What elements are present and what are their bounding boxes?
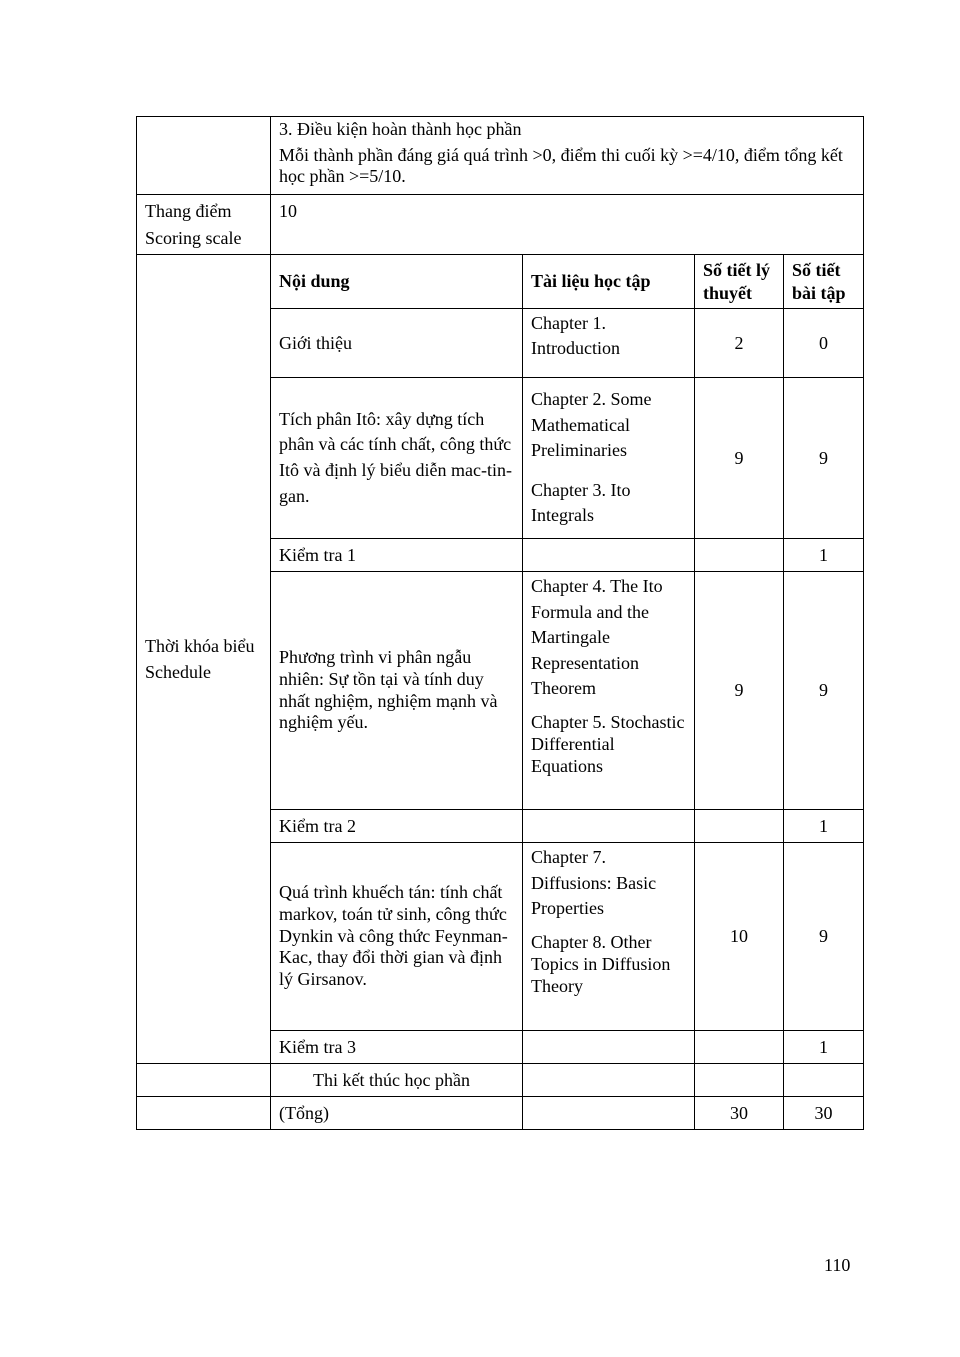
schedule-label-en: Schedule xyxy=(145,662,211,682)
total-label: (Tổng) xyxy=(271,1097,523,1130)
row-content: Tích phân Itô: xây dựng tích phân và các tính chất, công thức Itô và định lý biểu diễn mac-tin-gan. xyxy=(271,378,523,539)
row-theory xyxy=(695,1031,784,1064)
total-theory: 30 xyxy=(695,1097,784,1130)
row-exercise: 9 xyxy=(784,572,864,810)
page-number: 110 xyxy=(824,1255,851,1275)
empty-cell xyxy=(137,117,271,195)
total-exercise: 30 xyxy=(784,1097,864,1130)
row-content: Kiểm tra 3 xyxy=(271,1031,523,1064)
row-exercise: 1 xyxy=(784,1031,864,1064)
row-theory: 2 xyxy=(695,309,784,378)
row-exercise: 9 xyxy=(784,843,864,1031)
empty-cell xyxy=(137,1064,271,1097)
total-row xyxy=(137,1097,864,1130)
row-theory: 9 xyxy=(695,572,784,810)
schedule-label-vi: Thời khóa biểu xyxy=(145,635,255,656)
completion-text: Mỗi thành phần đáng giá quá trình >0, điểm thi cuối kỳ >=4/10, điểm tổng kết học phần >=5/10. xyxy=(279,144,843,187)
final-exam-row xyxy=(137,1064,864,1097)
completion-heading: 3. Điều kiện hoàn thành học phần xyxy=(279,119,522,139)
row-materials xyxy=(523,810,695,843)
row-theory: 9 xyxy=(695,378,784,539)
row-exercise: 1 xyxy=(784,810,864,843)
row-materials xyxy=(523,378,695,539)
header-materials: Tài liệu học tập xyxy=(523,255,695,309)
row-content: Kiểm tra 1 xyxy=(271,539,523,572)
row-theory xyxy=(695,810,784,843)
row-content: Quá trình khuếch tán: tính chất markov, toán tử sinh, công thức Dynkin và công thức Feynman-Kac, thay đổi thời gian và định lý Girsanov. xyxy=(271,843,523,1031)
row-theory: 10 xyxy=(695,843,784,1031)
material-item: Chapter 3. Ito Integrals xyxy=(531,479,631,526)
scale-label-vi: Thang điểm xyxy=(145,201,232,221)
material-item: Chapter 8. Other Topics in Diffusion Theory xyxy=(531,931,671,996)
row-materials xyxy=(523,843,695,1031)
schedule-label-cell xyxy=(137,255,271,1064)
scale-label-cell xyxy=(137,195,271,255)
row-exercise: 9 xyxy=(784,378,864,539)
row-materials xyxy=(523,572,695,810)
material-item: Chapter 2. Some Mathematical Preliminaries xyxy=(531,389,652,461)
empty-cell xyxy=(784,1064,864,1097)
row-content: Phương trình vi phân ngẫu nhiên: Sự tồn tại và tính duy nhất nghiệm, nghiệm mạnh và nghiệm yếu. xyxy=(271,572,523,810)
material-item: Chapter 4. The Ito Formula and the Martingale Representation Theorem xyxy=(531,576,663,699)
row-materials xyxy=(523,1031,695,1064)
header-content: Nội dung xyxy=(271,255,523,309)
schedule-header-row xyxy=(137,255,864,309)
row-content: Giới thiệu xyxy=(271,309,523,378)
header-exercise: Số tiết bài tập xyxy=(784,255,864,309)
row-exercise: 1 xyxy=(784,539,864,572)
scale-value: 10 xyxy=(271,195,864,255)
row-content: Kiểm tra 2 xyxy=(271,810,523,843)
row-materials xyxy=(523,309,695,378)
completion-cell xyxy=(271,117,864,195)
material-item: Chapter 7. Diffusions: Basic Properties xyxy=(531,847,657,919)
empty-cell xyxy=(523,1097,695,1130)
empty-cell xyxy=(523,1064,695,1097)
row-materials xyxy=(523,539,695,572)
final-exam-label: Thi kết thúc học phần xyxy=(271,1064,523,1097)
header-theory: Số tiết lý thuyết xyxy=(695,255,784,309)
empty-cell xyxy=(695,1064,784,1097)
syllabus-table xyxy=(136,116,864,1130)
row-exercise: 0 xyxy=(784,309,864,378)
scale-label-en: Scoring scale xyxy=(145,227,242,248)
scale-row xyxy=(137,195,864,255)
empty-cell xyxy=(137,1097,271,1130)
row-theory xyxy=(695,539,784,572)
completion-row xyxy=(137,117,864,195)
material-item: Chapter 1. Introduction xyxy=(531,313,620,359)
material-item: Chapter 5. Stochastic Differential Equations xyxy=(531,711,685,776)
